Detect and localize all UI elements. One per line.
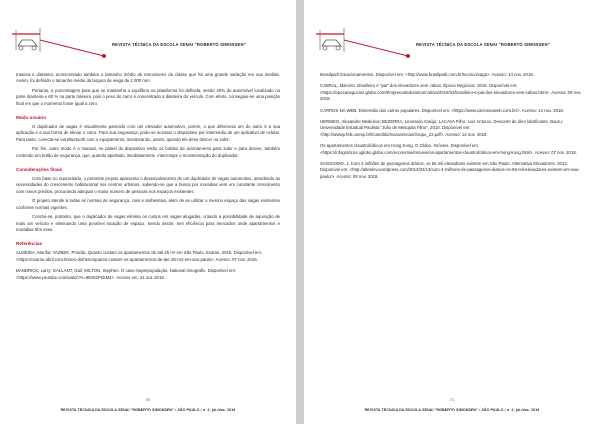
page-number: 71 — [449, 397, 455, 402]
page-number: 70 — [145, 397, 151, 402]
paragraph: Conclui-se, portanto, que o duplicador de vagas elimina os custos em vagas alugadas, criando a possibilidade de aquisição de mais um veículo e eliminando uma possível locação de espaço. Sendo assim, tem eficiência para mercados onde apartamentos e moradias têm esse. — [16, 214, 280, 232]
car-schematic-icon — [310, 20, 410, 60]
reference-item: CABRAL, Marcelo. Brasileiro é "pai" dos elevadores sem cabos. Época Negócios. 2016. Disponível em: <https://epocanegocios.globo.com/Empreendedorismo/noticia/2016/03/brasileiro-e-pai-dos-elevadores-sem-cabos.html>. Acesso: 09 nov. 2018. — [320, 83, 582, 102]
page-footer: REVISTA TÉCNICA DA ESCOLA SENAI "ROBERTO SIMONSEN" • SÃO PAULO • n. 2, jul./dez. 2018 — [364, 408, 540, 412]
reference-item: HERWEG, Alexandre Medeiros; BEZERRA, Leonardo Araújo; LACAVA Filho, Luiz Antonio. Descarte de óleo lubrificante. Bauru: Universidade Estadual Paulista "Júlio de Mesquita Filho", 2010. Disponível em: <http://wwwp.feb.unesp.br/l/candido/manutencao/Grupo_22.pdf>. Acesso: 14 nov. 2018. — [320, 119, 563, 137]
reference-item: CARROS NA WEB. Dimensão dos carros populares. Disponível em: <https://www.carrosnaweb.com.br/>. Acesso: 14 nov. 2018. — [320, 107, 564, 113]
paragraph: O projeto atende à todas as normas de segurança, civis e ambientais, além de se utilizar o mesmo espaço das vagas existentes conforme normas vigentes. — [16, 198, 280, 210]
page-footer: REVISTA TÉCNICA DA ESCOLA SENAI "ROBERTO SIMONSEN" • SÃO PAULO • n. 2, jul./dez. 2018 — [60, 408, 236, 412]
car-schematic-icon — [6, 20, 106, 60]
paragraph: O duplicador de vagas é visualmente parecido com um elevador automotivo, porém, o que diferencia um do outro é a sua aplicação e a sua forma de elevar o carro. Para sua segurança, pode-se acessar o dispositivo por intermédio de um aplicativo de celular. Para tanto, conecta-se via Bluetooth com o equipamento, monitorando, assim, quando ele deve descer ou subir. — [16, 124, 280, 142]
paragraph: Portanto, a porcentagem para que se mantenha o equilíbrio na plataforma foi definida, sendo 40% do automóvel localizado na parte dianteira e 60 % na parte traseira, pois o peso do carro é concentrado a dianteira do veículo. Com efeito, conseguiu-se uma posição final em que o momento fosse igual a zero. — [16, 87, 280, 106]
right-page — [304, 0, 600, 424]
reference-item: BANDRICK, Larry; GALLANT, Gail; MILTON, Stephen. O caso-Superpopulação. National Geografic. Disponível em: <https://www.youtube.com/watch?v=85tr52FKkM4>. Acesso em: 24 out. 2018. — [16, 268, 237, 280]
right-page-header — [304, 20, 600, 60]
paragraph: traseira e dianteira, acrescentado também o tamanho médio de retrovisores da classe que há uma grande variação em sua medida. Assim, foi definido o tamanho médio da largura de veiga de 2 000 mm. — [16, 72, 280, 84]
right-page-content — [320, 72, 584, 185]
paragraph: Por fim, outro modo é o manual, no painel do dispositivo estão os botões de acionamento para subir e para descer, também contendo um botão de segurança, que, quando apertado, imediatamente, interrompe o movimentação do duplicador. — [16, 146, 280, 158]
section-heading-referencias: Referências — [16, 241, 43, 247]
journal-title: REVISTA TÉCNICA DA ESCOLA SENAI "ROBERTO SIMONSEN" — [112, 42, 246, 47]
reference-item: Brasilpark Estacionamentos. Disponível em: <http://www.brasilpark.com.br/tecnico/vaga>. Acesso: 14 nov. 2018. — [320, 72, 534, 77]
left-page — [0, 0, 296, 424]
section-heading-modo-usuario: Modo usuário — [16, 115, 47, 121]
left-page-content — [16, 72, 280, 286]
reference-item: SAGGIOMO, J. Com 4 milhões de passageiros diários, os 55 mil elevadores existem em São Paulo. Alternativa Elevadores. 2013. Disponível em: <http://alteelev.wordpress.com/2013/03/13/com-4-milhoes-de-passageiros-diarios-os-55-mil-elevadores-existem-em-sao-paulo/>. Acesso: 09 nov. 2018. — [320, 161, 580, 179]
section-heading-consideracoes: Considerações finais — [16, 167, 63, 173]
left-page-header — [0, 20, 296, 60]
journal-title: REVISTA TÉCNICA DA ESCOLA SENAI "ROBERTO SIMONSEN" — [416, 42, 550, 47]
page-gutter — [296, 0, 304, 424]
reference-item: ALMEIDA, Marília; YAZBEK, Priscila. Quanto custam os apartamentos de até 25 m² em São Paulo. Exame. 2016. Disponível em: <https://exame.abril.com.br/seu-dinheiro/quanto-custam-os-apartamentos-de-ate-25-m2-em-sao-paulo>. Acesso: 07 nov. 2018. — [16, 250, 263, 262]
paragraph: Com base no supracitado, o presente projeto apresenta o desenvolvimento de um duplicador de vagas automotivo, atendendo as necessidades do crescimento habitacional nos centros urbanos, sabendo-se que a busca por moradias vem em constante crescimento com novos prédios, procurando adequar o maior número de pessoas nos espaços existentes. — [16, 176, 280, 194]
reference-item: Os apartamentos claustrofóbicos em Hong Kong. O Globo. Imóveis. Disponível em: <https://infograficos.oglobo.globo.com/economia/imoveis/os-apartamentos-claustrofobicos-em-hong-kong.html>. Acesso: 07 nov. 2018. — [320, 143, 577, 155]
